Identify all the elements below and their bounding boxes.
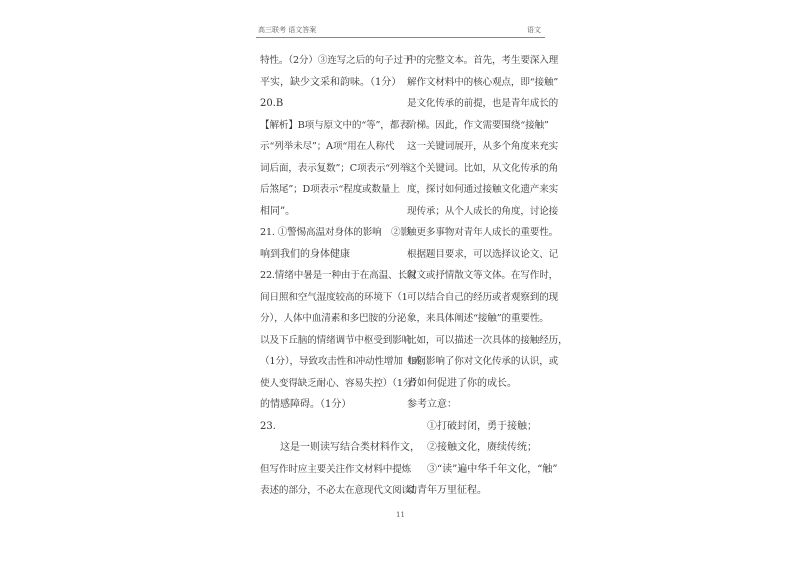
page-number: 11	[396, 511, 405, 519]
text-line: 根据题目要求，可以选择议论文、记	[407, 248, 559, 260]
text-line: 23.	[260, 420, 276, 432]
text-line: 示“列举未尽”；A项“用在人称代	[260, 141, 395, 152]
text-line: ①打破封闭，勇于接触；	[427, 420, 537, 432]
text-line: 22.情绪中暑是一种由于在高温、长时	[260, 270, 417, 281]
text-line: 度，探讨如何通过接触文化遗产来实	[407, 184, 559, 195]
text-line: 词后面，表示复数”；C项表示“列举	[260, 162, 409, 174]
text-line: 的情感障碍。（1分）	[260, 399, 352, 410]
text-line: 21. ①警惕高温对身体的影响 ②影	[260, 227, 410, 238]
text-line: 者如何促进了你的成长。	[407, 377, 517, 389]
text-line: 后煞尾”；D项表示“程度或数量上	[260, 184, 400, 195]
text-line: 现传承；从个人成长的角度，讨论接	[407, 205, 559, 217]
text-line: 表述的部分，不必太在意现代文阅读Ⅰ	[260, 485, 415, 496]
text-line: 分），人体中血清素和多巴胺的分泌	[260, 313, 407, 324]
text-line: 阶梯。因此，作文需要围绕“接触”	[407, 119, 549, 131]
right-column	[407, 50, 568, 502]
text-line: 以及下丘脑的情绪调节中枢受到影响	[260, 334, 412, 346]
text-line: 比如，可以描述一次具体的接触经历，	[407, 334, 568, 346]
text-line: 使人变得缺乏耐心、容易失控）（1分）	[260, 377, 422, 389]
text-line: 平实，缺少文采和韵味。（1分）	[260, 76, 402, 88]
text-line: 解作文材料中的核心观点，即“接触”	[407, 76, 559, 88]
text-line: 但写作时应主要关注作文材料中提炼	[260, 463, 412, 475]
text-line: 20.B	[260, 98, 284, 109]
text-line: 相同”。	[260, 205, 296, 217]
text-line: 象，来具体阐述“接触”的重要性。	[407, 313, 549, 324]
text-line: 间日照和空气湿度较高的环境下（1	[260, 291, 408, 303]
header-rule	[256, 37, 545, 38]
text-line: 响到我们的身体健康	[260, 248, 350, 260]
text-line: 这个关键词。比如，从文化传承的角	[407, 162, 559, 174]
text-line: 这一关键词展开，从多个角度来充实	[407, 141, 559, 152]
text-line: 是文化传承的前提，也是青年成长的	[407, 98, 559, 109]
header-left: 高三联考 语文答案	[258, 26, 317, 34]
text-line: ②接触文化，赓续传统；	[427, 442, 537, 453]
text-line: 【解析】B项与原文中的“等”，都表	[260, 119, 409, 131]
text-line: ③“读”遍中华千年文化，“触”	[427, 463, 558, 475]
header-right: 语文	[527, 26, 541, 34]
text-line: 叙文或抒情散文等文体。在写作时，	[407, 270, 559, 281]
text-line: （1分），导致攻击性和冲动性增加（或：	[260, 356, 432, 367]
text-line: 可以结合自己的经历或者观察到的现	[407, 291, 559, 303]
text-line: 动青年万里征程。	[407, 485, 487, 496]
text-line: 触更多事物对青年人成长的重要性。	[407, 227, 559, 238]
text-line: 这是一则读写结合类材料作文，	[280, 442, 420, 453]
text-line: 如何影响了你对文化传承的认识，或	[407, 356, 559, 367]
text-line: 参考立意：	[407, 399, 457, 410]
text-line: 特性。（2分）③连写之后的句子过于	[260, 55, 413, 66]
text-line: 中的完整文本。首先，考生要深入理	[407, 55, 559, 66]
